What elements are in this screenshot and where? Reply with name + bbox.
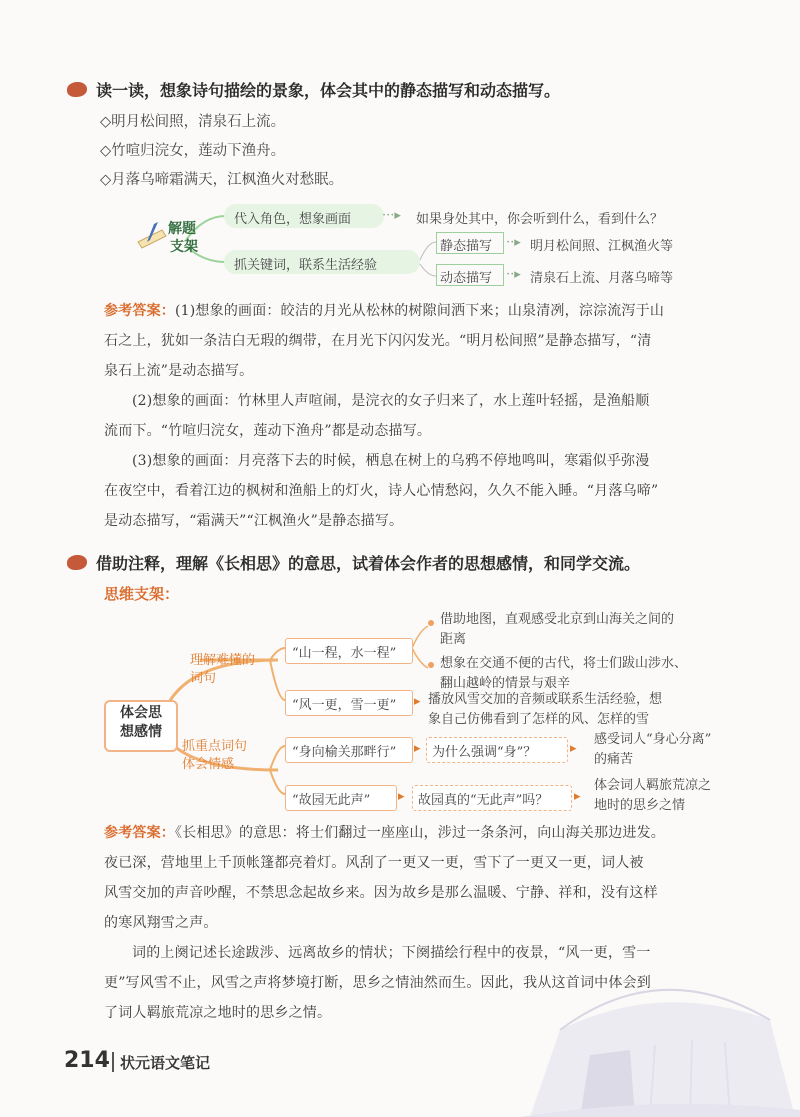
n1-b-text: 想象在交通不便的古代，将士们跋山涉水、 翻山越岭的情景与艰辛 [440,656,688,691]
section2-bullet [67,555,87,570]
poem-line-2: ◇竹喧归浣女，莲动下渔舟。 [100,143,286,159]
answer2-line-3: 风雪交加的声音吵醒，不禁思念起故乡来。因为故乡是那么温暖、宁静、祥和，没有这样 [104,885,658,901]
n1-b-dot [428,662,434,668]
n4-a-text: 体会词人羁旅荒凉之 地时的思乡之情 [594,778,712,813]
book-title: 状元语文笔记 [120,1054,211,1072]
n4-q-arrow: ▸ [574,789,581,804]
branch-b-label: 抓重点词句 体会情感 [182,739,248,772]
n2-text: “风一更，雪一更” [292,698,397,713]
dynamic-label: 动态描写 [440,271,493,286]
answer1-line-8: 是动态描写，“霜满天”“江枫渔火”是静态描写。 [104,513,404,529]
answer1-line-4: (2)想象的画面：竹林里人声喧闹，是浣衣的女子归来了，水上莲叶轻摇，是渔船顺 [132,393,650,409]
static-result: 明月松间照、江枫渔火等 [530,239,674,254]
n1-a-dot [428,620,434,626]
n2-a-text: 播放风雪交加的音频或联系生活经验，想 象自己仿佛看到了怎样的风、怎样的雪 [428,692,663,727]
n3-a-text: 感受词人“身心分离” 的痛苦 [594,732,712,767]
section1-heading: 读一读，想象诗句描绘的景象，体会其中的静态描写和动态描写。 [96,81,561,100]
n2-arrow: ▸ [414,694,421,709]
branch-a-label: 理解难懂的 词句 [190,653,256,686]
answer2-block [104,818,665,1028]
n4-arrow: ▸ [398,789,405,804]
n1-a-text: 借助地图，直观感受北京到山海关之间的 距离 [440,612,675,647]
page-number: 214 [64,1048,110,1073]
n1-text: “山一程，水一程” [292,646,397,661]
answer1-line-1: 参考答案：(1)想象的画面：皎洁的月光从松林的树隙间洒下来；山泉清冽，淙淙流泻于山 [104,303,665,319]
answer2-line-4: 的寒风翔雪之声。 [104,915,218,931]
arrow-3: ··▸ [506,267,521,282]
n3-q-arrow: ▸ [570,741,577,756]
n3-text: “身向榆关那畔行” [292,745,397,760]
answer1-label: 参考答案： [104,303,175,319]
answer2-line-5: 词的上阕记述长途跋涉、远离故乡的情状；下阕描绘行程中的夜景，“风一更，雪一 [132,945,651,961]
root-text: 体会思 想感情 [120,705,162,740]
pencil-icon [136,222,170,250]
n4-text: “故园无此声” [292,793,371,808]
arrow-2: ··▸ [506,235,521,250]
section2-heading: 借助注释，理解《长相思》的意思，试着体会作者的思想感情，和同学交流。 [96,554,641,573]
branch1-text: 代入角色，想象画面 [234,212,352,227]
branch1-result: 如果身处其中，你会听到什么，看到什么？ [416,212,664,227]
footer-divider [112,1052,114,1072]
static-label: 静态描写 [440,239,493,254]
frame-label-1: 解题 [168,221,196,237]
answer1-line-5: 流而下。“竹喧归浣女，莲动下渔舟”都是动态描写。 [104,423,432,439]
answer1-line-7: 在夜空中，看着江边的枫树和渔船上的灯火，诗人心情愁闷，久久不能入睡。“月落乌啼” [104,483,659,499]
answer1-line-3: 泉石上流”是动态描写。 [104,363,254,379]
answer2-label: 参考答案： [104,825,175,841]
answer1-line-2: 石之上，犹如一条洁白无瑕的绸带，在月光下闪闪发光。“明月松间照”是静态描写，“清 [104,333,652,349]
poem-line-1: ◇明月松间照，清泉石上流。 [100,114,286,130]
dynamic-result: 清泉石上流、月落乌啼等 [530,271,674,286]
frame-label-2: 支架 [170,239,198,255]
answer2-line-1: 参考答案：《长相思》的意思：将士们翻过一座座山，涉过一条条河，向山海关那边进发。 [104,825,665,841]
answer1-line-6: (3)想象的画面：月亮落下去的时候，栖息在树上的乌鸦不停地鸣叫，寒霜似乎弥漫 [132,453,650,469]
branch2-text: 抓关键词，联系生活经验 [234,258,378,273]
answer2-line-2: 夜已深，营地里上千顶帐篷都亮着灯。风刮了一更又一更，雪下了一更又一更，词人被 [104,855,644,871]
section1-bullet [67,82,87,97]
arrow-1: ···▸ [382,208,401,223]
n4-q-text: 故园真的“无此声”吗？ [418,793,549,808]
poem-line-3: ◇月落乌啼霜满天，江枫渔火对愁眠。 [100,172,344,188]
n3-q-text: 为什么强调“身”？ [432,745,537,760]
answer2-line-7: 了词人羁旅荒凉之地时的思乡之情。 [104,1005,332,1021]
n3-arrow: ▸ [414,741,421,756]
answer1-block [104,296,664,536]
solution-frame [138,200,738,290]
frame-title: 思维支架： [104,585,180,603]
answer2-line-6: 更”写风雪不止，风雪之声将梦境打断，思乡之情油然而生。因此，我从这首词中体会到 [104,975,651,991]
